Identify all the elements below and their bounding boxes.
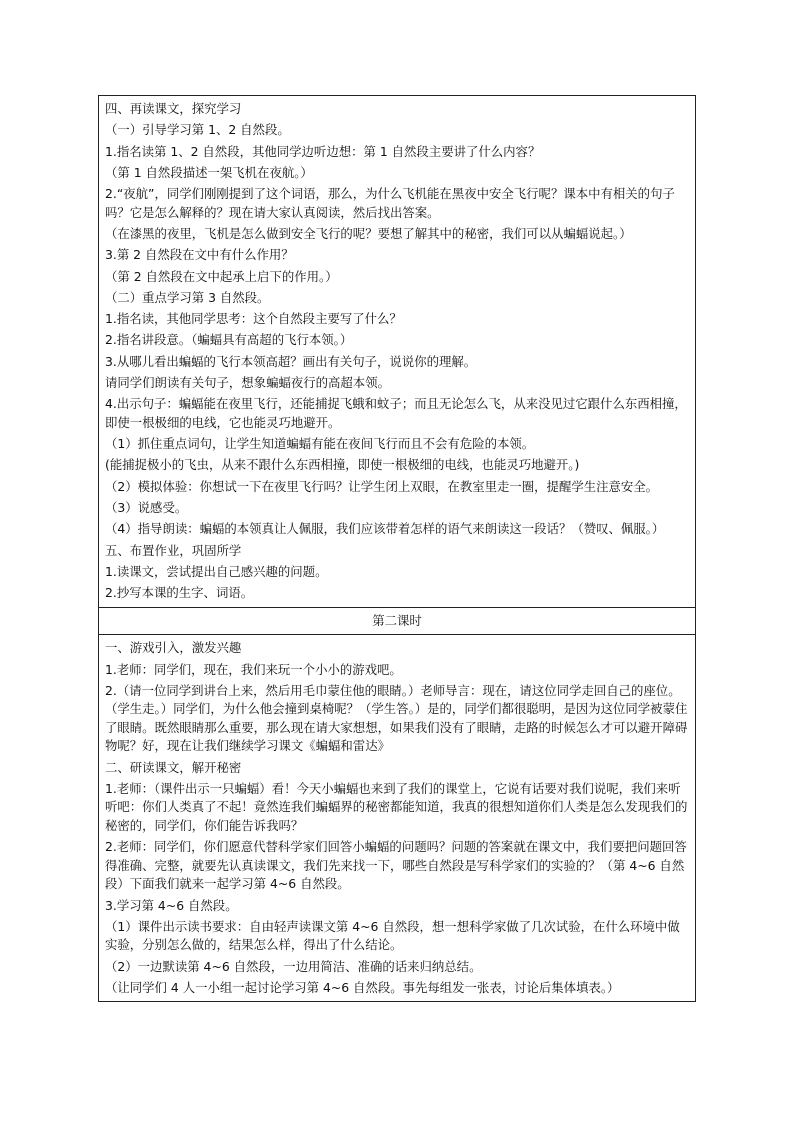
second-lesson-title-cell bbox=[99, 607, 696, 635]
table-row bbox=[99, 635, 696, 1002]
text-line: （第 1 自然段描述一架飞机在夜航。） bbox=[105, 164, 313, 180]
text-line: （3）说感受。 bbox=[105, 500, 188, 516]
table-row bbox=[99, 607, 696, 635]
text-line: 1.指名读，其他同学思考：这个自然段主要写了什么？ bbox=[105, 311, 402, 327]
text-line: 1.老师：（课件出示一只蝙蝠）看！今天小蝙蝠也来到了我们的课堂上，它说有话要对我们说呢，我们来听听吧：你们人类真了不起！竟然连我们蝙蝠界的秘密都能知道，我真的很想知道你们人类是怎么发现我们的秘密的，同学们，你们能告诉我吗？ bbox=[105, 780, 688, 833]
heading-game-intro: 一、游戏引入，激发兴趣 bbox=[105, 640, 242, 656]
text-line: 2.抄写本课的生字、词语。 bbox=[105, 585, 254, 601]
text-line: 1.老师：同学们，现在，我们来玩一个小小的游戏吧。 bbox=[105, 661, 402, 677]
heading-study-text: 二、研读课文，解开秘密 bbox=[105, 759, 242, 775]
text-line: 2.（请一位同学到讲台上来，然后用毛巾蒙住他的眼睛。）老师导言：现在，请这位同学走回自己的座位。（学生走。）同学们，为什么他会撞到桌椅呢？（学生答。）是的，同学们都很聪明，是因为这位同学被蒙住了眼睛。既然眼睛那么重要，那么现在请大家想想，如果我们没有了眼睛，走路的时候怎么才可以避开障碍物呢？好，现在让我们继续学习课文《蝙蝠和雷达》 bbox=[105, 682, 688, 754]
text-line: 2.老师：同学们，你们愿意代替科学家们回答小蝙蝠的问题吗？问题的答案就在课文中，我们要把问题回答得准确、完整，就要先认真读课文，我们先来找一下，哪些自然段是写科学家们的实验的？（第 4~6 自然段）下面我们就来一起学习第 4~6 自然段。 bbox=[105, 839, 687, 892]
text-line: （第 2 自然段在文中起承上启下的作用。） bbox=[105, 268, 338, 284]
section-second-lesson-cell bbox=[99, 635, 696, 1002]
lesson-plan-table bbox=[98, 95, 696, 1002]
text-line: （让同学们 4 人一小组一起讨论学习第 4~6 自然段。事先每组发一张表，讨论后集体填表。） bbox=[105, 979, 620, 995]
section-reread-cell bbox=[99, 96, 696, 608]
text-line: (能捕捉极小的飞虫，从来不跟什么东西相撞，即使一根极细的电线，也能灵巧地避开。) bbox=[105, 457, 580, 473]
table-row bbox=[99, 96, 696, 608]
text-line: 3.学习第 4~6 自然段。 bbox=[105, 897, 238, 913]
text-line: 1.读课文，尝试提出自己感兴趣的问题。 bbox=[105, 563, 328, 579]
text-line: （4）指导朗读：蝙蝠的本领真让人佩服，我们应该带着怎样的语气来朗读这一段话？（赞叹、佩服。） bbox=[105, 521, 665, 537]
text-line: 请同学们朗读有关句子，想象蝙蝠夜行的高超本领。 bbox=[105, 375, 390, 391]
text-line: （在漆黑的夜里，飞机是怎么做到安全飞行的呢？要想了解其中的秘密，我们可以从蝙蝠说起。） bbox=[105, 225, 632, 241]
heading-reread: 四、再读课文，探究学习 bbox=[105, 101, 242, 116]
text-line: （1）课件出示读书要求：自由轻声读课文第 4~6 自然段，想一想科学家做了几次试验，在什么环境中做实验，分别怎么做的，结果怎么样，得出了什么结论。 bbox=[105, 918, 680, 953]
text-line: 3.第 2 自然段在文中有什么作用？ bbox=[105, 247, 294, 263]
text-line: （2）一边默读第 4~6 自然段，一边用简洁、准确的话来归纳总结。 bbox=[105, 958, 482, 974]
text-line: 1.指名读第 1、2 自然段，其他同学边听边想：第 1 自然段主要讲了什么内容？ bbox=[105, 143, 541, 159]
second-lesson-title: 第二课时 bbox=[372, 612, 422, 628]
heading-homework: 五、布置作业，巩固所学 bbox=[105, 542, 242, 558]
text-line: 2.“夜航”，同学们刚刚提到了这个词语，那么，为什么飞机能在黑夜中安全飞行呢？课本中有相关的句子吗？它是怎么解释的？现在请大家认真阅读，然后找出答案。 bbox=[105, 186, 675, 220]
text-line: （2）模拟体验：你想试一下在夜里飞行吗？让学生闭上双眼，在教室里走一圈，提醒学生注意安全。 bbox=[105, 478, 659, 494]
subheading-para-3: （二）重点学习第 3 自然段。 bbox=[105, 289, 270, 305]
document-page bbox=[98, 95, 696, 1002]
subheading-para-1-2: （一）引导学习第 1、2 自然段。 bbox=[105, 122, 290, 138]
text-line: 2.指名讲段意。（蝙蝠具有高超的飞行本领。） bbox=[105, 332, 353, 348]
text-line: 3.从哪儿看出蝙蝠的飞行本领高超？画出有关句子，说说你的理解。 bbox=[105, 353, 477, 369]
text-line: （1）抓住重点词句，让学生知道蝙蝠有能在夜间飞行而且不会有危险的本领。 bbox=[105, 436, 535, 452]
text-line: 4.出示句子：蝙蝠能在夜里飞行，还能捕捉飞蛾和蚊子；而且无论怎么飞，从来没见过它跟什么东西相撞，即使一根极细的电线，它也能灵巧地避开。 bbox=[105, 396, 687, 430]
